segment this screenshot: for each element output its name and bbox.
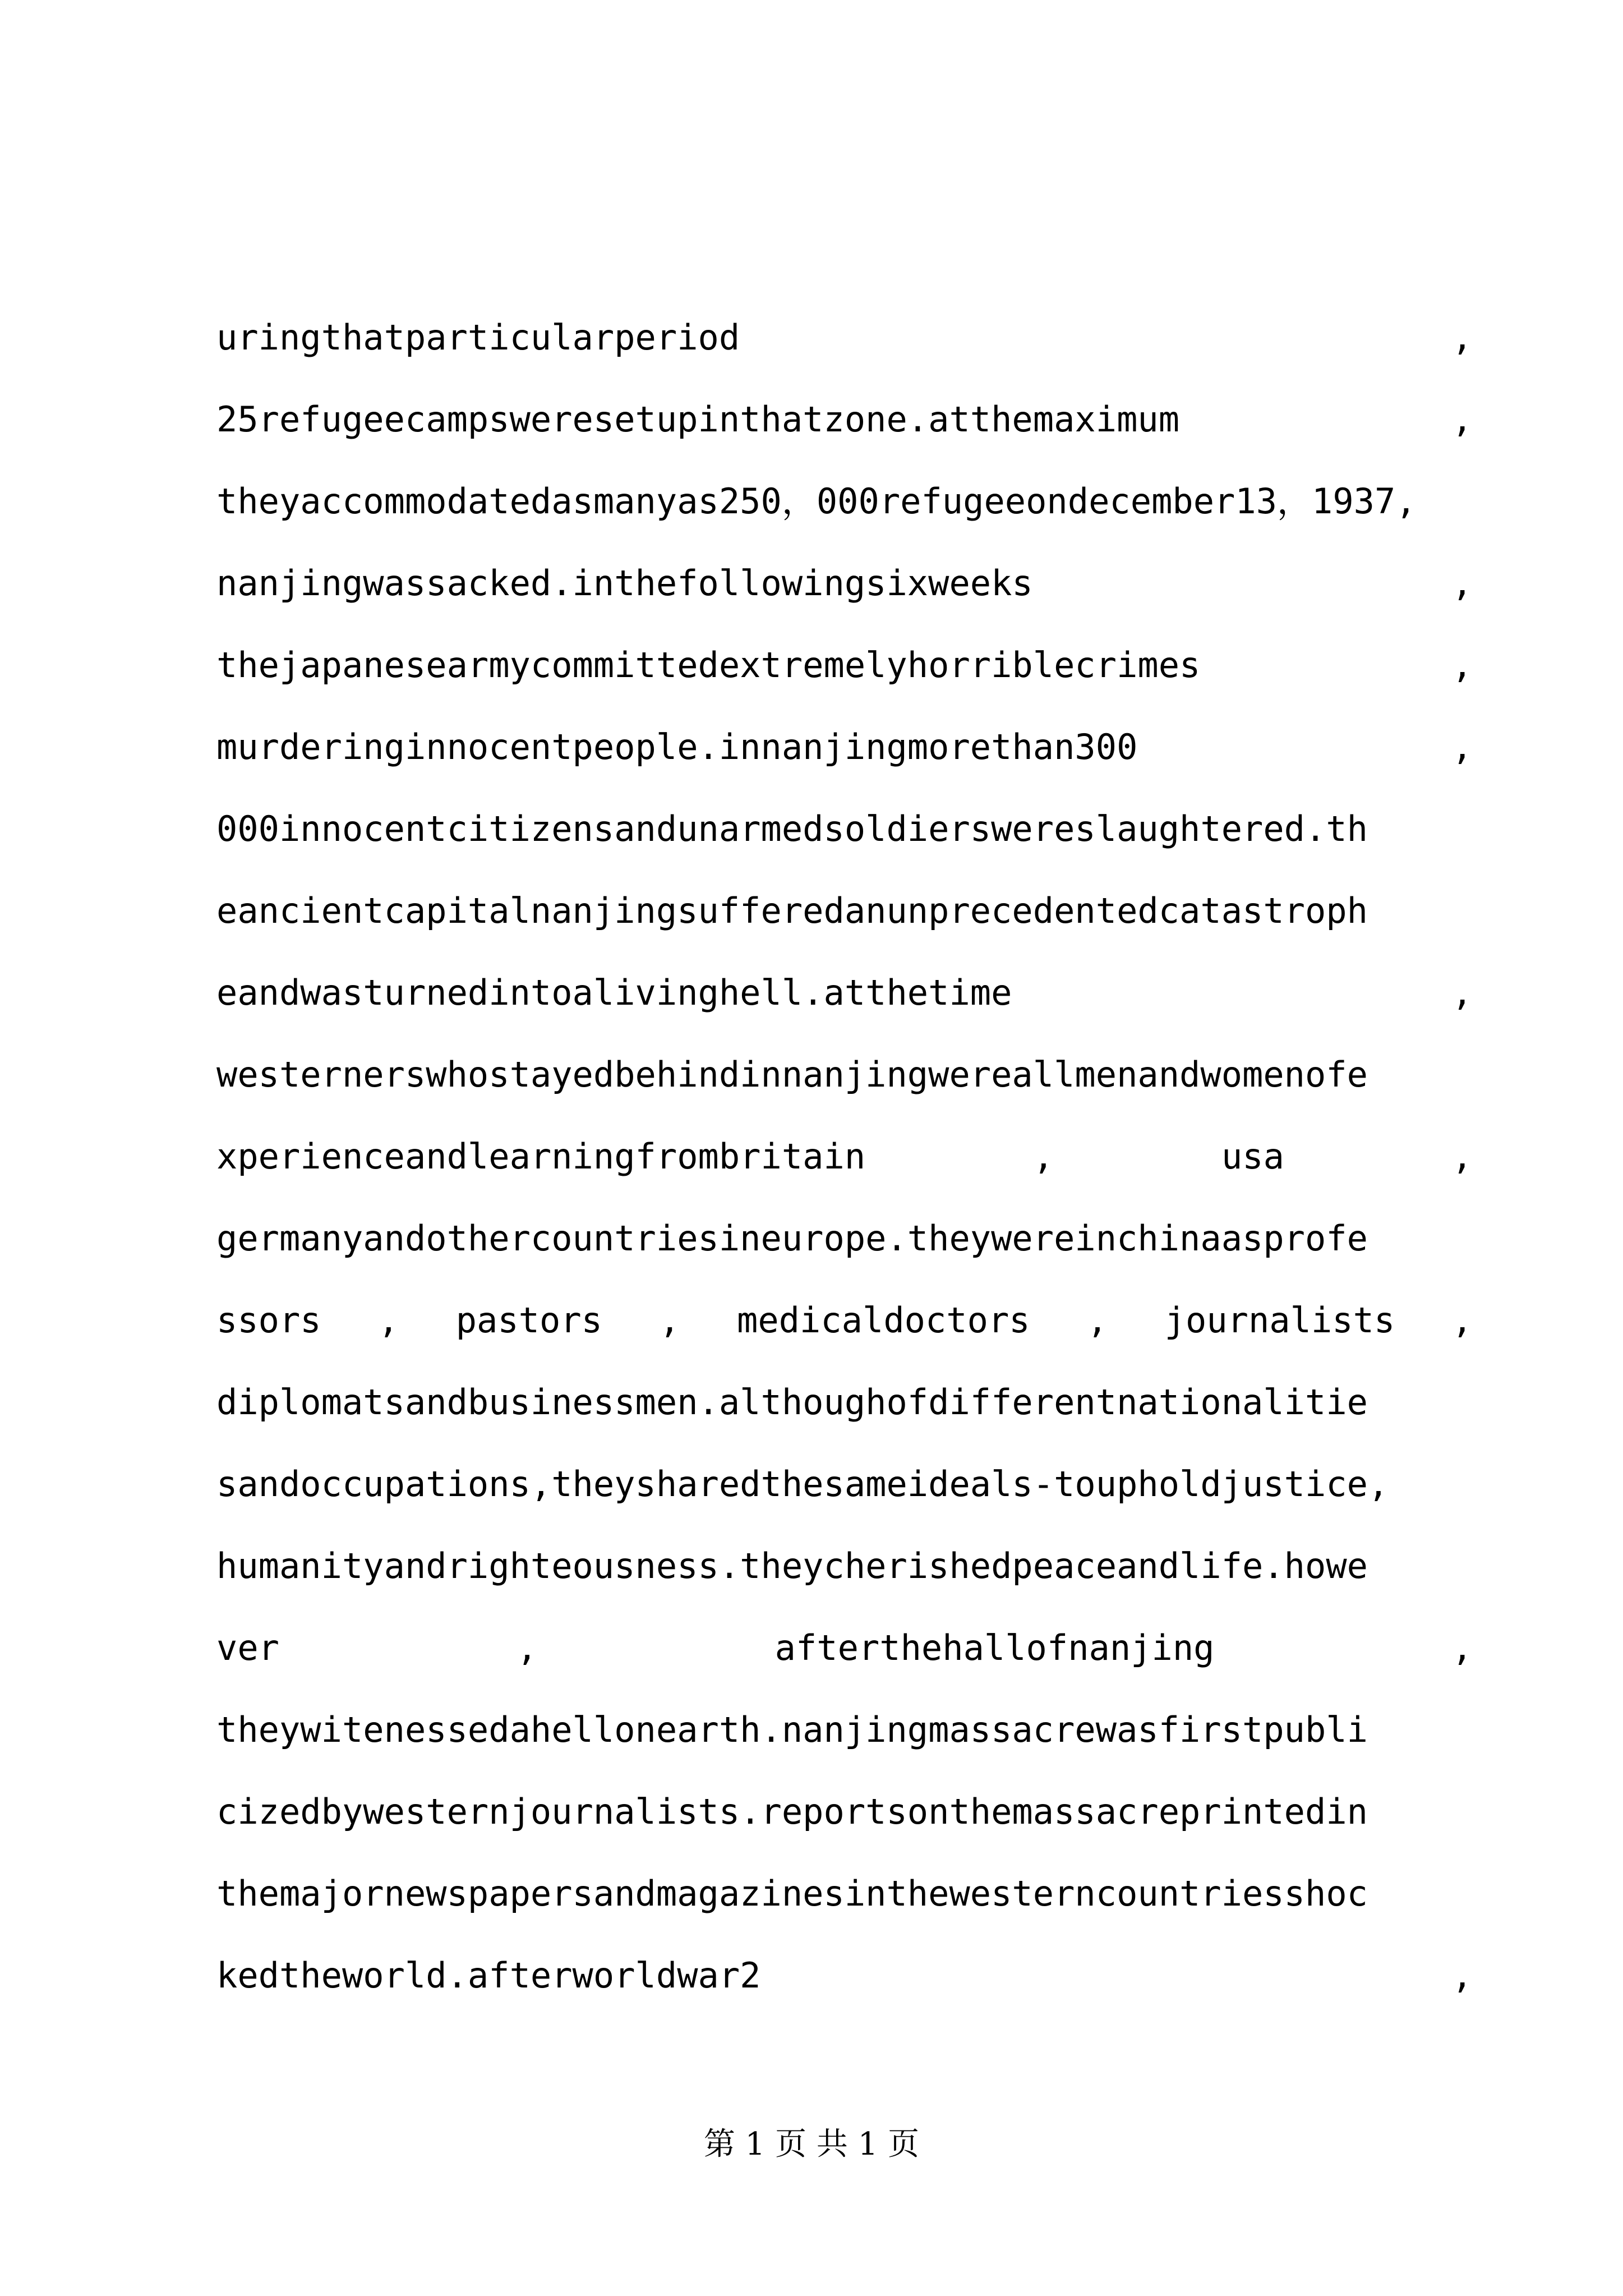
text-line (216, 1287, 1473, 1369)
text-segment: , (517, 1627, 538, 1668)
text-segment: ssors (216, 1300, 321, 1341)
text-line (216, 1778, 1473, 1860)
text-segment: murderinginnocentpeople.innanjingmorethan300 (216, 726, 1138, 767)
text-segment: , (1451, 726, 1473, 767)
text-segment: sandoccupations,theysharedthesameideals-toupholdjustice, (216, 1464, 1389, 1504)
text-line (216, 1369, 1473, 1451)
text-segment: theyaccommodatedasmanyas250，000refugeeondecember13，1937, (216, 481, 1417, 522)
text-segment: uringthatparticularperiod (216, 317, 740, 358)
text-line (216, 386, 1473, 468)
text-line (216, 550, 1473, 632)
text-segment: humanityandrighteousness.theycherishedpeaceandlife.howe (216, 1545, 1368, 1586)
text-segment: journalists (1164, 1300, 1395, 1341)
text-segment: cizedbywesternjournalists.reportsonthemassacreprintedin (216, 1791, 1368, 1832)
text-segment: kedtheworld.afterworldwar2 (216, 1955, 761, 1996)
text-segment: 25refugeecampsweresetupinthatzone.atthemaximum (216, 399, 1180, 440)
text-line (216, 1942, 1473, 2024)
text-segment: , (378, 1300, 399, 1341)
text-line (216, 1696, 1473, 1778)
text-segment: , (659, 1300, 680, 1341)
text-line (216, 1533, 1473, 1614)
text-segment: , (1451, 563, 1473, 604)
text-segment: , (1086, 1300, 1108, 1341)
text-segment: , (1032, 1136, 1054, 1177)
text-segment: , (1451, 1300, 1473, 1341)
text-segment: thejapanesearmycommittedextremelyhorriblecrimes (216, 645, 1201, 685)
text-segment: germanyandothercountriesineurope.theywereinchinaasprofe (216, 1218, 1368, 1259)
text-line (216, 1451, 1473, 1533)
text-segment: diplomatsandbusinessmen.althoughofdifferentnationalitie (216, 1382, 1368, 1423)
text-line (216, 1123, 1473, 1205)
page-footer: 第 1 页 共 1 页 (703, 2126, 920, 2162)
text-segment: medicaldoctors (737, 1300, 1030, 1341)
text-segment: ver (216, 1627, 279, 1668)
text-line (216, 304, 1473, 386)
text-segment: westernerswhostayedbehindinnanjingwereallmenandwomenofe (216, 1054, 1368, 1095)
text-segment: eancientcapitalnanjingsufferedanunprecedentedcatastroph (216, 890, 1368, 931)
text-segment: afterthehallofnanjing (774, 1627, 1215, 1668)
text-line (216, 468, 1473, 550)
text-segment: , (1451, 645, 1473, 685)
text-segment: , (1451, 1955, 1473, 1996)
text-line (216, 959, 1473, 1041)
text-segment: , (1451, 1136, 1473, 1177)
text-segment: eandwasturnedintoalivinghell.atthetime (216, 972, 1012, 1013)
text-segment: , (1451, 317, 1473, 358)
text-line (216, 714, 1473, 795)
text-segment: 000innocentcitizensandunarmedsoldierswereslaughtered.th (216, 808, 1368, 849)
text-segment: usa (1221, 1136, 1284, 1177)
text-segment: , (1451, 1627, 1473, 1668)
text-line (216, 632, 1473, 714)
text-segment: pastors (455, 1300, 602, 1341)
text-line (216, 1614, 1473, 1696)
text-segment: xperienceandlearningfrombritain (216, 1136, 866, 1177)
text-segment: nanjingwassacked.inthefollowingsixweeks (216, 563, 1033, 604)
text-segment: themajornewspapersandmagazinesinthewesterncountriesshoc (216, 1873, 1368, 1914)
text-segment: theywitenessedahellonearth.nanjingmassacrewasfirstpubli (216, 1709, 1368, 1750)
text-segment: , (1451, 972, 1473, 1013)
document-body (216, 304, 1473, 2024)
text-line (216, 1205, 1473, 1287)
text-line (216, 1860, 1473, 1942)
text-line (216, 795, 1473, 877)
text-line (216, 877, 1473, 959)
text-segment: , (1451, 399, 1473, 440)
text-line (216, 1041, 1473, 1123)
